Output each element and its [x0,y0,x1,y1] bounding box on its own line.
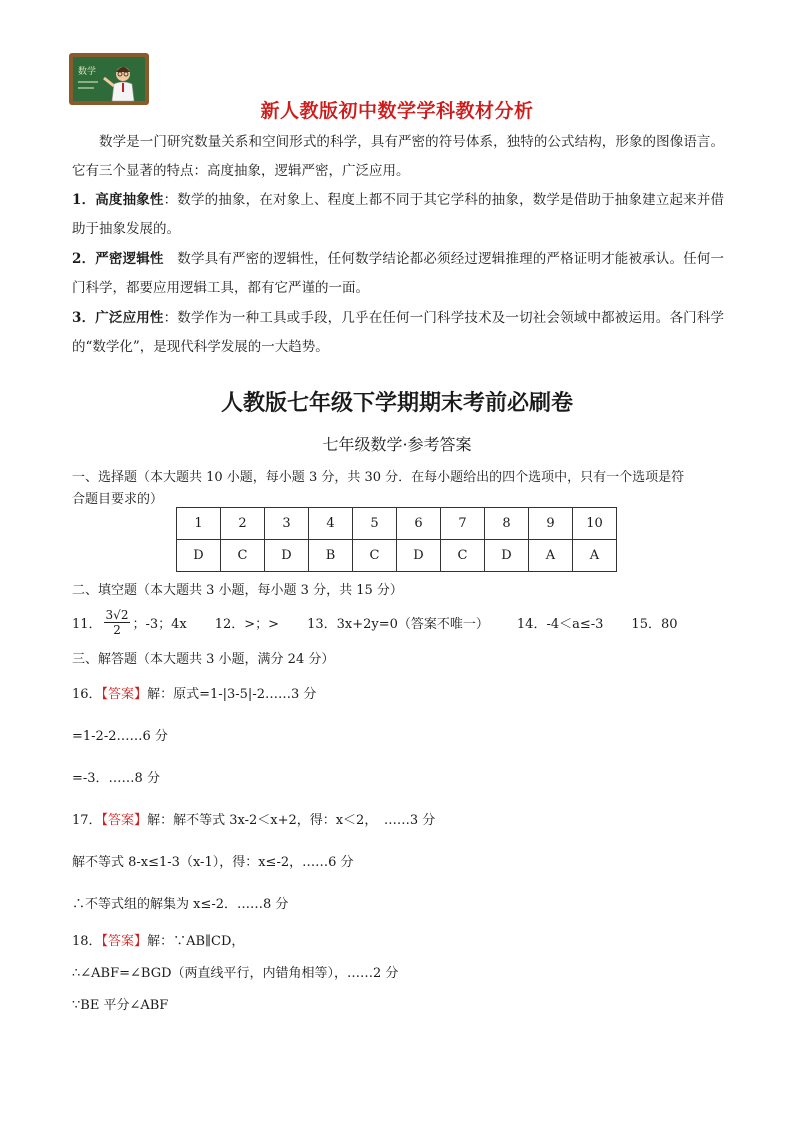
section3-heading: 三、解答题（本大题共 3 小题，满分 24 分） [72,652,335,667]
feature-logic-label: 2．严密逻辑性 [72,251,164,267]
feature-abstract-label: 1．高度抽象性 [72,192,164,208]
q16-line-1 [72,683,316,702]
q15-answer: 15．80 [631,616,678,632]
table-cell: A [573,540,617,572]
section1-heading: 一、选择题（本大题共 10 小题，每小题 3 分，共 30 分．在每小题给出的四个选项中，只有一个选项是符 [72,470,685,485]
q14-answer: 14．-4＜a≤-3 [516,616,604,632]
feature-logic-text: 数学具有严密的逻辑性，任何数学结论都必须经过逻辑推理的严格证明才能被承认。任何一门科学，都要应用逻辑工具，都有它严谨的一面。 [72,251,724,296]
q16-text-1: 解：原式=1-|3-5|-2……3 分 [147,687,317,702]
q13-answer: 13．3x+2y=0（答案不唯一） [307,616,489,632]
answer-table-numbers-row [177,508,617,540]
feature-application [72,304,724,362]
q18-line-3: ∵BE 平分∠ABF [72,998,169,1013]
table-cell: D [485,540,529,572]
table-cell: D [265,540,309,572]
q17-line-2: 解不等式 8-x≤1-3（x-1），得：x≤-2，……6 分 [72,855,354,870]
table-cell: 7 [441,508,485,540]
q17-line-1 [72,809,435,828]
answer-tag: 【答案】 [101,687,148,702]
q16-number: 16． [72,687,102,702]
svg-text:数学: 数学 [78,67,97,77]
q11-fraction-numerator: 3√2 [105,607,129,622]
table-cell: 6 [397,508,441,540]
q18-line-2: ∴∠ABF=∠BGD（两直线平行，内错角相等），……2 分 [72,966,399,981]
table-cell: D [397,540,441,572]
answer-table-answers-row [177,540,617,572]
feature-logic [72,245,724,303]
table-cell: 5 [353,508,397,540]
feature-application-label: 3．广泛应用性 [72,310,164,326]
q11-number: 11． [72,616,102,632]
table-cell: 1 [177,508,221,540]
answer-tag: 【答案】 [101,934,148,949]
answer-tag: 【答案】 [101,813,148,828]
intro-title: 新人教版初中数学学科教材分析 [260,100,534,122]
exam-subtitle: 七年级数学·参考答案 [322,435,472,454]
exam-title: 人教版七年级下学期期末考前必刷卷 [220,390,573,416]
section2-heading: 二、填空题（本大题共 3 小题，每小题 3 分，共 15 分） [72,583,403,598]
section2-answers [72,604,678,640]
q11-fraction-denominator: 2 [113,622,121,637]
table-cell: C [441,540,485,572]
q18-line-1 [72,930,244,949]
table-cell: 4 [309,508,353,540]
q17-text-1: 解：解不等式 3x-2＜x+2，得：x＜2， ……3 分 [147,813,436,828]
q18-text-1: 解：∵AB∥CD， [147,934,245,949]
q11-fraction [104,608,131,637]
q11-rest: ；-3；4x [132,616,187,632]
feature-abstract-text: ：数学的抽象，在对象上、程度上都不同于其它学科的抽象，数学是借助于抽象建立起来并借助于抽象发展的。 [72,192,724,237]
table-cell: 2 [221,508,265,540]
q18-number: 18． [72,934,102,949]
section1-heading-cont: 合题目要求的） [72,492,164,507]
table-cell: A [529,540,573,572]
answer-table [176,507,617,572]
table-cell: 10 [573,508,617,540]
q16-line-2: =1-2-2……6 分 [72,729,168,744]
table-cell: B [309,540,353,572]
q17-number: 17． [72,813,102,828]
q12-answer: 12．>；> [214,616,280,632]
q17-line-3: ∴不等式组的解集为 x≤-2．……8 分 [72,897,289,912]
table-cell: D [177,540,221,572]
table-cell: 8 [485,508,529,540]
feature-application-text: ：数学作为一种工具或手段，几乎在任何一门科学技术及一切社会领域中都被运用。各门科学的“数学化”，是现代科学发展的一大趋势。 [72,310,724,355]
table-cell: C [221,540,265,572]
table-cell: 3 [265,508,309,540]
table-cell: 9 [529,508,573,540]
table-cell: C [353,540,397,572]
intro-paragraph: 数学是一门研究数量关系和空间形式的科学，具有严密的符号体系，独特的公式结构，形象的图像语言。它有三个显著的特点：高度抽象，逻辑严密，广泛应用。 [72,134,724,179]
q16-line-3: =-3．……8 分 [72,771,160,786]
feature-abstract [72,186,724,244]
